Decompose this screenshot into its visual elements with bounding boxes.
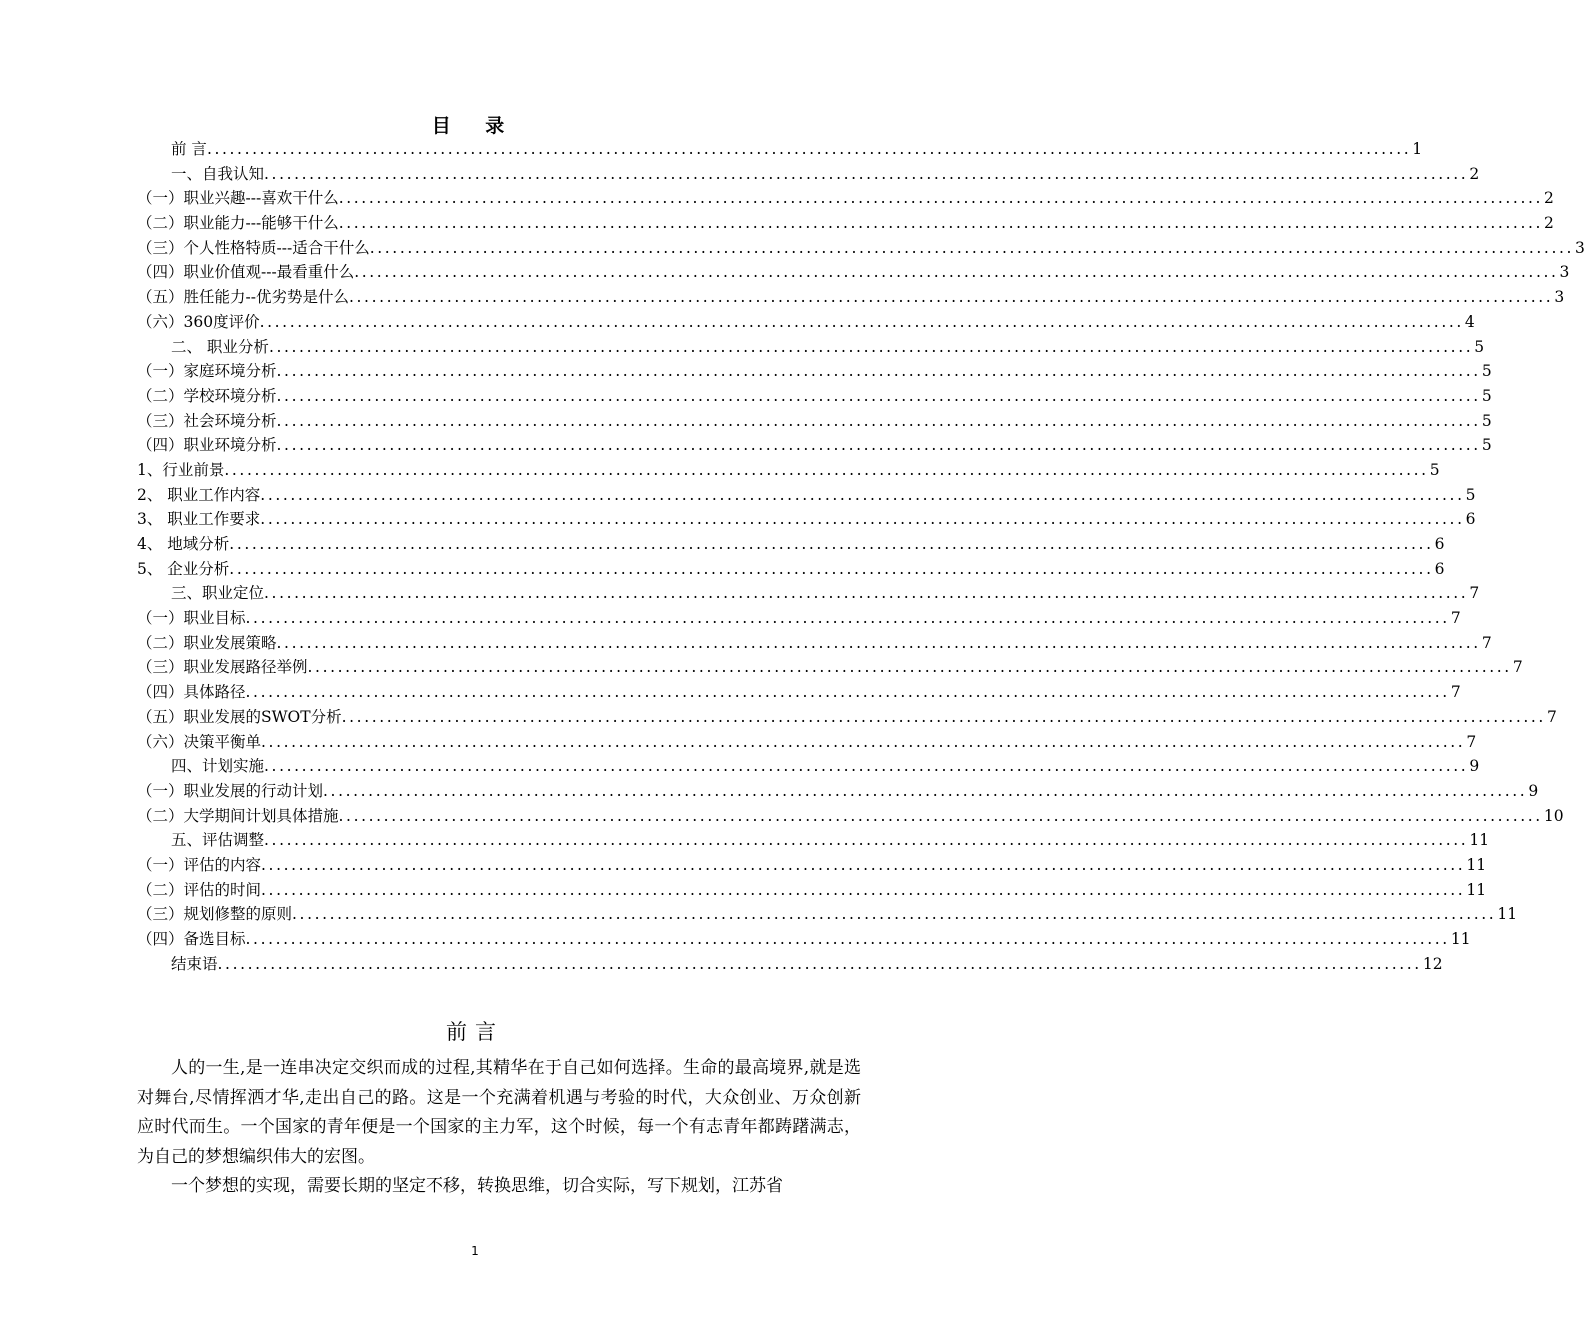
- toc-entry-text: （一）评估的内容: [137, 855, 262, 874]
- page-number: 1: [471, 1244, 479, 1258]
- toc-entry[interactable]: [137, 927, 1471, 952]
- toc-entry-text: （三）社会环境分析: [137, 411, 277, 430]
- toc-leader-dots: ................................................................................................................................................................: [276, 633, 1481, 652]
- toc-leader-dots: ................................................................................................................................................................: [268, 337, 1474, 356]
- toc-entry-text: （二）学校环境分析: [137, 386, 277, 405]
- toc-entry-text: （二）评估的时间: [137, 880, 262, 899]
- toc-entry[interactable]: [137, 631, 1492, 656]
- toc-leader-dots: ................................................................................................................................................................: [261, 880, 1466, 899]
- toc-entry-page: 2: [1469, 164, 1480, 183]
- toc-entry-text: 结束语: [171, 954, 218, 973]
- toc-entry[interactable]: [137, 507, 1476, 532]
- toc-entry-text: 三、职业定位: [171, 584, 265, 603]
- toc-entry[interactable]: [137, 779, 1539, 804]
- toc-leader-dots: ................................................................................................................................................................: [369, 238, 1575, 257]
- toc-leader-dots: ................................................................................................................................................................: [260, 485, 1465, 504]
- toc-leader-dots: ................................................................................................................................................................: [354, 263, 1559, 282]
- toc-entry-page: 7: [1466, 732, 1477, 751]
- toc-entry-text: （三）个人性格特质---适合干什么: [137, 238, 370, 257]
- toc-entry-text: 四、计划实施: [171, 757, 265, 776]
- toc-leader-dots: ................................................................................................................................................................: [264, 831, 1469, 850]
- toc-leader-dots: ................................................................................................................................................................: [338, 189, 1544, 208]
- table-of-contents: [137, 137, 1585, 976]
- toc-leader-dots: ................................................................................................................................................................: [264, 757, 1469, 776]
- toc-entry-text: （五）职业发展的SWOT分析: [137, 707, 342, 726]
- toc-entry[interactable]: [137, 384, 1492, 409]
- toc-entry[interactable]: [137, 433, 1492, 458]
- toc-entry-page: 5: [1474, 337, 1485, 356]
- toc-entry-page: 10: [1543, 806, 1564, 825]
- toc-leader-dots: ................................................................................................................................................................: [261, 732, 1466, 751]
- toc-entry-page: 6: [1434, 535, 1445, 553]
- toc-entry[interactable]: [137, 285, 1565, 310]
- toc-leader-dots: ................................................................................................................................................................: [348, 288, 1554, 307]
- toc-entry-page: 2: [1544, 214, 1554, 233]
- toc-entry-text: 2、 职业工作内容: [137, 485, 261, 504]
- toc-leader-dots: ................................................................................................................................................................: [245, 609, 1450, 628]
- toc-leader-dots: ................................................................................................................................................................: [206, 140, 1412, 158]
- toc-leader-dots: ................................................................................................................................................................: [276, 436, 1481, 455]
- toc-entry-page: 9: [1469, 757, 1480, 776]
- toc-entry-page: 3: [1554, 288, 1565, 307]
- toc-entry-page: 7: [1450, 609, 1461, 628]
- toc-entry-text: （一）家庭环境分析: [137, 362, 277, 381]
- toc-entry-text: （三）规划修整的原则: [137, 905, 293, 924]
- toc-entry[interactable]: [137, 705, 1557, 730]
- toc-entry-page: 7: [1469, 584, 1480, 603]
- toc-leader-dots: ................................................................................................................................................................: [292, 905, 1497, 924]
- toc-entry[interactable]: [137, 606, 1461, 631]
- toc-entry[interactable]: [137, 804, 1564, 829]
- toc-leader-dots: ................................................................................................................................................................: [323, 781, 1528, 800]
- toc-leader-dots: ................................................................................................................................................................: [307, 658, 1512, 677]
- toc-entry-page: 3: [1575, 238, 1585, 257]
- toc-leader-dots: ................................................................................................................................................................: [260, 510, 1465, 529]
- toc-entry[interactable]: [137, 483, 1476, 508]
- toc-leader-dots: ................................................................................................................................................................: [338, 806, 1543, 825]
- toc-entry-text: 一、自我认知: [171, 164, 265, 183]
- toc-entry-page: 6: [1465, 510, 1476, 529]
- toc-entry-page: 5: [1429, 460, 1440, 479]
- toc-entry-page: 5: [1481, 362, 1492, 381]
- toc-entry[interactable]: [137, 581, 1480, 606]
- toc-leader-dots: ................................................................................................................................................................: [229, 535, 1434, 553]
- toc-entry[interactable]: [137, 260, 1570, 285]
- toc-entry[interactable]: [137, 137, 1423, 162]
- toc-leader-dots: ................................................................................................................................................................: [259, 312, 1464, 331]
- toc-entry[interactable]: [137, 236, 1585, 261]
- toc-leader-dots: ................................................................................................................................................................: [245, 930, 1450, 948]
- toc-entry-text: （四）职业环境分析: [137, 436, 277, 455]
- toc-entry[interactable]: [137, 730, 1477, 755]
- toc-leader-dots: ................................................................................................................................................................: [261, 855, 1466, 874]
- toc-entry[interactable]: [137, 211, 1554, 236]
- toc-entry-text: 二、 职业分析: [171, 337, 269, 356]
- toc-entry-text: （四）备选目标: [137, 930, 246, 948]
- toc-entry[interactable]: [137, 878, 1487, 903]
- toc-entry-text: （四）职业价值观---最看重什么: [137, 263, 355, 282]
- toc-entry-text: （三）职业发展路径举例: [137, 658, 308, 677]
- toc-entry-text: （一）职业目标: [137, 609, 246, 628]
- toc-entry-page: 4: [1464, 312, 1475, 331]
- toc-entry-page: 11: [1450, 930, 1471, 948]
- toc-entry-page: 2: [1544, 189, 1554, 208]
- toc-entry[interactable]: [137, 828, 1490, 853]
- toc-leader-dots: ................................................................................................................................................................: [224, 460, 1429, 479]
- toc-entry-page: 3: [1559, 263, 1570, 282]
- toc-entry[interactable]: [137, 853, 1487, 878]
- toc-entry-page: 12: [1422, 954, 1443, 973]
- toc-entry-page: 7: [1512, 658, 1523, 677]
- toc-entry-page: 11: [1469, 831, 1490, 850]
- toc-leader-dots: ................................................................................................................................................................: [229, 559, 1434, 578]
- preface-paragraph: 一个梦想的实现，需要长期的坚定不移，转换思维，切合实际，写下规划，江苏省: [171, 1176, 783, 1196]
- toc-entry-page: 5: [1481, 411, 1492, 430]
- toc-leader-dots: ................................................................................................................................................................: [338, 214, 1544, 233]
- toc-leader-dots: ................................................................................................................................................................: [276, 362, 1481, 381]
- toc-entry-page: 7: [1546, 707, 1557, 726]
- toc-entry-page: 11: [1466, 855, 1487, 874]
- toc-entry[interactable]: [137, 680, 1461, 705]
- toc-entry-text: 五、评估调整: [171, 831, 265, 850]
- preface-paragraph: 人的一生,是一连串决定交织而成的过程,其精华在于自己如何选择。生命的最高境界,就是选对舞台,尽情挥洒才华,走出自己的路。这是一个充满着机遇与考验的时代，大众创业、万众创新应时代而生。一个国家的青年便是一个国家的主力军，这个时候，每一个有志青年都踌躇满志，为自己的梦想编织伟大的宏图。: [137, 1058, 861, 1167]
- toc-entry-page: 7: [1450, 683, 1461, 702]
- toc-entry[interactable]: [137, 902, 1518, 927]
- toc-entry-text: （一）职业发展的行动计划: [137, 781, 324, 800]
- toc-entry[interactable]: [137, 186, 1554, 211]
- toc-entry-page: 5: [1481, 386, 1492, 405]
- toc-entry-text: 5、 企业分析: [137, 559, 230, 578]
- toc-entry-page: 1: [1412, 140, 1423, 158]
- toc-entry[interactable]: [137, 655, 1523, 680]
- toc-entry[interactable]: [137, 458, 1440, 483]
- toc-entry[interactable]: [137, 335, 1485, 360]
- toc-entry-text: （一）职业兴趣---喜欢干什么: [137, 189, 339, 208]
- toc-entry-text: （二）职业发展策略: [137, 633, 277, 652]
- toc-entry[interactable]: [137, 310, 1475, 335]
- toc-entry[interactable]: [137, 952, 1443, 977]
- toc-entry-page: 9: [1528, 781, 1539, 800]
- toc-leader-dots: ................................................................................................................................................................: [341, 707, 1546, 726]
- toc-entry-text: （六）决策平衡单: [137, 732, 262, 751]
- toc-entry[interactable]: [137, 162, 1480, 187]
- toc-entry-text: （二）大学期间计划具体措施: [137, 806, 339, 825]
- toc-entry-page: 5: [1481, 436, 1492, 455]
- toc-entry-page: 7: [1481, 633, 1492, 652]
- toc-entry-text: 4、 地域分析: [137, 535, 230, 553]
- toc-entry-page: 5: [1465, 485, 1476, 504]
- toc-leader-dots: ................................................................................................................................................................: [264, 584, 1469, 603]
- toc-entry-text: 3、 职业工作要求: [137, 510, 261, 529]
- toc-entry-text: 前 言: [171, 140, 207, 158]
- preface-title: 前言: [446, 1020, 504, 1044]
- toc-entry-text: （六）360度评价: [137, 312, 260, 331]
- toc-leader-dots: ................................................................................................................................................................: [245, 683, 1450, 702]
- preface-body: [137, 1054, 861, 1202]
- toc-entry[interactable]: [137, 754, 1480, 779]
- toc-entry[interactable]: [137, 409, 1492, 434]
- toc-leader-dots: ................................................................................................................................................................: [264, 164, 1469, 183]
- toc-title: 目 录: [431, 115, 519, 137]
- toc-leader-dots: ................................................................................................................................................................: [276, 411, 1481, 430]
- toc-entry[interactable]: [137, 557, 1445, 582]
- toc-entry[interactable]: [137, 359, 1492, 384]
- toc-leader-dots: ................................................................................................................................................................: [217, 954, 1422, 973]
- toc-entry-page: 11: [1497, 905, 1518, 924]
- toc-entry-page: 6: [1434, 559, 1445, 578]
- toc-entry-text: 1、行业前景: [137, 460, 225, 479]
- toc-entry-page: 11: [1466, 880, 1487, 899]
- toc-entry-text: （五）胜任能力--优劣势是什么: [137, 288, 349, 307]
- toc-entry-text: （二）职业能力---能够干什么: [137, 214, 339, 233]
- toc-entry[interactable]: [137, 532, 1445, 557]
- toc-leader-dots: ................................................................................................................................................................: [276, 386, 1481, 405]
- toc-entry-text: （四）具体路径: [137, 683, 246, 702]
